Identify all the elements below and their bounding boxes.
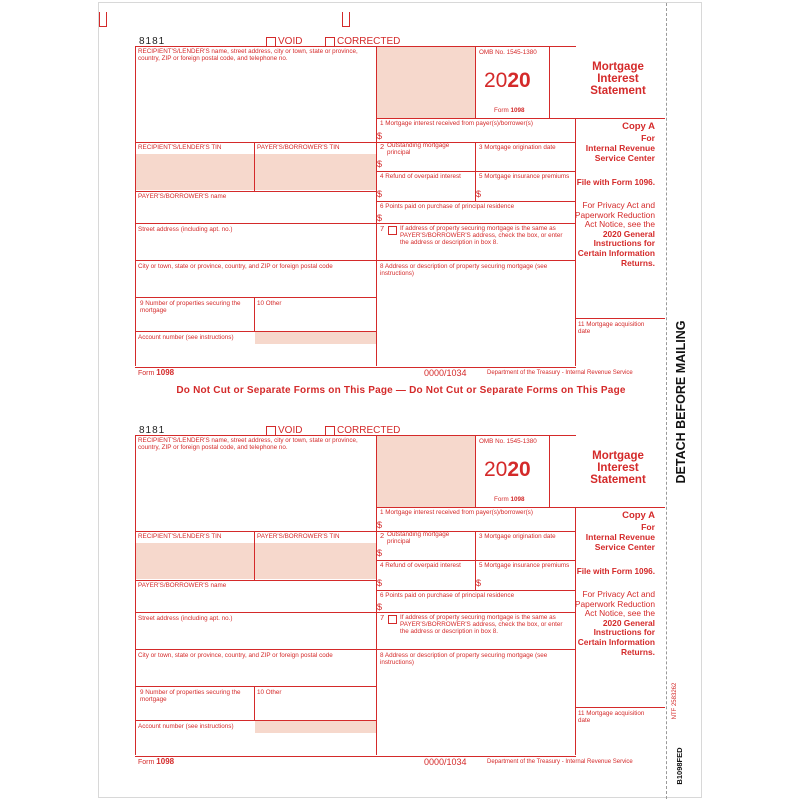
- box4-dollar: $: [377, 578, 383, 588]
- form-number-label: Form 1098: [494, 496, 525, 503]
- box1-dollar: $: [377, 131, 383, 141]
- box8-input[interactable]: [378, 279, 574, 364]
- recipient-tin-label: RECIPIENT'S/LENDER'S TIN: [138, 533, 222, 540]
- form-code: 8181: [139, 36, 166, 47]
- copy-a-label: Copy A: [622, 510, 655, 521]
- file-with: File with Form 1096.: [576, 178, 655, 187]
- payer-name-label: PAYER'S/BORROWER'S name: [138, 582, 227, 589]
- payer-name-label: PAYER'S/BORROWER'S name: [138, 193, 227, 200]
- box4-label: 4 Refund of overpaid interest: [380, 173, 461, 180]
- box8-label: 8 Address or description of property securing mortgage (see instructions): [380, 652, 548, 667]
- payer-tin-input[interactable]: [255, 154, 376, 190]
- corrected-label: CORRECTED: [337, 36, 401, 47]
- recipient-info-field[interactable]: [137, 456, 375, 531]
- box1-input[interactable]: [386, 128, 573, 141]
- shaded-area: [377, 436, 475, 507]
- box9-label: 9 Number of properties securing the mortgage: [140, 689, 241, 704]
- box1-dollar: $: [377, 520, 383, 530]
- recipient-tin-input[interactable]: [136, 154, 254, 190]
- copy-a-label: Copy A: [622, 121, 655, 132]
- form-title: Mortgage Interest Statement: [590, 61, 646, 97]
- box10-label: 10 Other: [257, 300, 282, 307]
- box3-input[interactable]: [477, 542, 574, 559]
- box2-label: Outstanding mortgage principal: [387, 531, 450, 546]
- city-label: City or town, state or province, country, and ZIP or foreign postal code: [138, 652, 333, 659]
- account-input[interactable]: [255, 332, 376, 344]
- box4-label: 4 Refund of overpaid interest: [380, 562, 461, 569]
- box7-num: 7: [380, 613, 385, 622]
- street-input[interactable]: [137, 235, 374, 259]
- box3-label: 3 Mortgage origination date: [479, 144, 556, 151]
- box11-label: 11 Mortgage acquisition date: [578, 710, 645, 725]
- payer-tin-label: PAYER'S/BORROWER'S TIN: [257, 533, 340, 540]
- footer-form: Form 1098: [138, 368, 175, 377]
- form-number-label: Form 1098: [494, 107, 525, 114]
- recipient-info-field[interactable]: [137, 67, 375, 142]
- recipient-info-label: RECIPIENT'S/LENDER'S name, street address, city or town, state or province, country, ZIP or foreign postal code, and telephone no.: [138, 48, 358, 63]
- box5-label: 5 Mortgage insurance premiums: [479, 562, 570, 569]
- box4-dollar: $: [377, 189, 383, 199]
- box6-dollar: $: [377, 602, 383, 612]
- side-code-small: NTF 2583262: [672, 682, 678, 720]
- detach-text: DETACH BEFORE MAILING: [674, 320, 688, 484]
- box8-label: 8 Address or description of property securing mortgage (see instructions): [380, 263, 548, 278]
- void-label: VOID: [278, 425, 303, 436]
- recipient-info-label: RECIPIENT'S/LENDER'S name, street address, city or town, state or province, country, ZIP or foreign postal code, and telephone no.: [138, 437, 358, 452]
- street-input[interactable]: [137, 624, 374, 648]
- box11-label: 11 Mortgage acquisition date: [578, 321, 645, 336]
- box2-num: 2: [380, 531, 385, 540]
- box7-num: 7: [380, 224, 385, 233]
- box2-num: 2: [380, 142, 385, 151]
- file-with: File with Form 1096.: [576, 567, 655, 576]
- footer-form: Form 1098: [138, 757, 175, 766]
- box7-checkbox[interactable]: [388, 615, 397, 624]
- copy-a-block: Copy A For Internal Revenue Service Center: [571, 509, 655, 552]
- footer-dept: Department of the Treasury - Internal Revenue Service: [487, 370, 633, 376]
- box3-label: 3 Mortgage origination date: [479, 533, 556, 540]
- form-copy-1: [99, 3, 761, 393]
- payer-name-input[interactable]: [137, 591, 374, 611]
- box2-dollar: $: [377, 159, 383, 169]
- footer-code: 0000/1034: [424, 368, 467, 378]
- box3-input[interactable]: [477, 153, 574, 170]
- box7-label: If address of property securing mortgage is the same as PAYER'S/BORROWER'S address, check the box, or enter the address or description in box 8.: [400, 614, 563, 636]
- box1-label: 1 Mortgage interest received from payer(s)/borrower(s): [380, 120, 533, 127]
- form-copy-2: [99, 392, 761, 782]
- payer-tin-input[interactable]: [255, 543, 376, 579]
- account-label: Account number (see instructions): [138, 723, 234, 730]
- form-code: 8181: [139, 425, 166, 436]
- footer-dept: Department of the Treasury - Internal Revenue Service: [487, 759, 633, 765]
- copy-a-block: Copy A For Internal Revenue Service Center: [571, 120, 655, 163]
- box5-dollar: $: [476, 189, 482, 199]
- box9-label: 9 Number of properties securing the mortgage: [140, 300, 241, 315]
- city-input[interactable]: [137, 661, 374, 685]
- tax-year: 2020: [484, 69, 531, 92]
- street-label: Street address (including apt. no.): [138, 615, 233, 622]
- box1-input[interactable]: [386, 517, 573, 530]
- box5-dollar: $: [476, 578, 482, 588]
- box8-input[interactable]: [378, 668, 574, 753]
- box6-dollar: $: [377, 213, 383, 223]
- privacy-notice: For Privacy Act and Paperwork Reduction Act Notice, see the 2020 General Instructions for Certain Information Returns.: [574, 589, 655, 657]
- box6-label: 6 Points paid on purchase of principal residence: [380, 203, 515, 210]
- payer-name-input[interactable]: [137, 202, 374, 222]
- box7-label: If address of property securing mortgage is the same as PAYER'S/BORROWER'S address, check the box, or enter the address or description in box 8.: [400, 225, 563, 247]
- footer-code: 0000/1034: [424, 757, 467, 767]
- payer-tin-label: PAYER'S/BORROWER'S TIN: [257, 144, 340, 151]
- privacy-notice: For Privacy Act and Paperwork Reduction Act Notice, see the 2020 General Instructions for Certain Information Returns.: [574, 200, 655, 268]
- form-title: Mortgage Interest Statement: [590, 450, 646, 486]
- account-label: Account number (see instructions): [138, 334, 234, 341]
- form-sheet: [98, 2, 702, 798]
- city-input[interactable]: [137, 272, 374, 296]
- divider-text: Do Not Cut or Separate Forms on This Page — Do Not Cut or Separate Forms on This Page: [176, 385, 626, 396]
- box5-label: 5 Mortgage insurance premiums: [479, 173, 570, 180]
- city-label: City or town, state or province, country, and ZIP or foreign postal code: [138, 263, 333, 270]
- box7-checkbox[interactable]: [388, 226, 397, 235]
- box2-dollar: $: [377, 548, 383, 558]
- box2-label: Outstanding mortgage principal: [387, 142, 450, 157]
- box10-label: 10 Other: [257, 689, 282, 696]
- corrected-label: CORRECTED: [337, 425, 401, 436]
- street-label: Street address (including apt. no.): [138, 226, 233, 233]
- tax-year: 2020: [484, 458, 531, 481]
- recipient-tin-input[interactable]: [136, 543, 254, 579]
- recipient-tin-label: RECIPIENT'S/LENDER'S TIN: [138, 144, 222, 151]
- side-code: B1098FED: [675, 747, 684, 785]
- box1-label: 1 Mortgage interest received from payer(s)/borrower(s): [380, 509, 533, 516]
- omb-number: OMB No. 1545-1380: [479, 49, 537, 56]
- shaded-area: [377, 47, 475, 118]
- box6-label: 6 Points paid on purchase of principal residence: [380, 592, 515, 599]
- void-label: VOID: [278, 36, 303, 47]
- omb-number: OMB No. 1545-1380: [479, 438, 537, 445]
- account-input[interactable]: [255, 721, 376, 733]
